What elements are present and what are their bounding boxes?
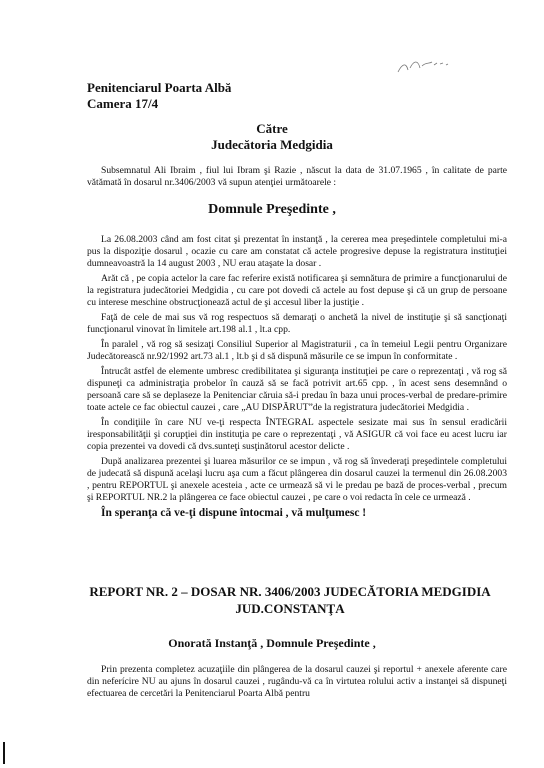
addressee-to: Către — [256, 121, 288, 136]
body-paragraph-5: Întrucât astfel de elemente umbresc credibilitatea şi siguranţa instituţiei pe care o reprezentaţi , vă rog să dispuneţi ca administraţia probelor în cauză să se facă potrivit art.65 cpp. , în acest sens desemnând o persoană care să se deplaseze la Penitenciar căruia să-i predau în baza unui proces-verbal de predare-primire toate actele ce fac obiectul cauzei , care „AU DISPĂRUT”de la registratura judecătoriei Medgidia . — [87, 366, 507, 413]
body-paragraph-2: Arăt că , pe copia actelor la care fac referire există notificarea şi semnătura de primire a funcţionarului de la registratura judecătoriei Medgidia , cu care pot dovedi că actele au fost depuse şi că un grup de persoane cu interese meschine obstrucţionează actul de şi accesul liber la justiţie . — [87, 273, 507, 308]
report-body — [87, 664, 507, 703]
closing-line: În speranţa că ve-ţi dispune întocmai , vă mulţumesc ! — [101, 507, 367, 519]
report-paragraph: Prin prezenta completez acuzaţiile din plângerea de la dosarul cauzei şi reportul + anexele aferente care din neferícire NU au ajuns în dosarul cauzei , rugându-vă ca în virtutea rolului activ a instanţei să dispuneţi efectuarea de cercetări la Penitenciarul Poarta Albă pentru — [87, 664, 507, 699]
report-title-line-1: REPORT NR. 2 – DOSAR NR. 3406/2003 JUDECĂTORIA MEDGIDIA — [89, 584, 491, 599]
letter-body — [87, 234, 507, 522]
body-paragraph-1: La 26.08.2003 când am fost citat şi prezentat în instanţă , la cererea mea preşedintele completului mi-a pus la dispoziţie dosarul , ocazie cu care am constatat că actele progresive depuse la registratura instituţiei dumneavoastră la 14 august 2003 , NU erau ataşate la dosar . — [87, 234, 507, 269]
report-salutation: Onorată Instanţă , Domnule Preşedinte , — [168, 636, 376, 650]
handwritten-mark — [396, 56, 456, 78]
salutation: Domnule Preşedinte , — [208, 202, 336, 217]
intro-text: Subsemnatul Ali Ibraim , fiul lui Ibram şi Razie , născut la data de 31.07.1965 , în calitate de parte vătămată în dosarul nr.3406/2003 vă supun atenţiei următoarele : — [87, 165, 507, 188]
addressee-court: Judecătoria Medgidia — [211, 137, 333, 152]
body-paragraph-3: Faţă de cele de mai sus vă rog respectuos să demaraţi o anchetă la nivel de instituţie şi să sancţionaţi funcţionarul vinovat în limitele art.198 al.1 , lt.a cpp. — [87, 312, 507, 335]
body-paragraph-7: După analizarea prezentei şi luarea măsurilor ce se impun , vă rog să învederaţi preşedintele completului de judecată să dispună acelaşi lucru aşa cum a făcut plângerea din dosarul cauzei la termenul din 26.08.2003 , pentru REPORTUL şi anexele acesteia , acte ce urmează să vi le predau pe bază de proces-verbal , precum şi REPORTUL NR.2 la plângerea ce face obiectul cauzei , pe care o voi redacta în cele ce urmează . — [87, 456, 507, 503]
body-paragraph-6: În condiţiile în care NU ve-ţi respecta ÎNTEGRAL aspectele sesizate mai sus în sensul eradicării iresponsabilităţii şi corupţiei din instituţia pe care o reprezentaţi , vă ASIGUR că voi face eu acest lucru iar copia prezentei va dovedi că dvs.sunteţi susţinătorul acestor delicte . — [87, 417, 507, 452]
report-title-line-2: JUD.CONSTANŢA — [235, 601, 345, 616]
scan-edge-mark — [3, 742, 5, 764]
report-title — [70, 583, 510, 617]
intro-paragraph — [87, 165, 507, 192]
sender-cell: Camera 17/4 — [87, 96, 159, 111]
body-paragraph-4: În paralel , vă rog să sesizaţi Consiliul Superior al Magistraturii , ca în temeiul Legii pentru Organizare Judecătorească nr.92/1992 art.73 al.1 , lt.b şi d să dispună măsurile ce se impun în conformitate . — [87, 339, 507, 362]
sender-institution: Penitenciarul Poarta Albă — [87, 80, 232, 95]
